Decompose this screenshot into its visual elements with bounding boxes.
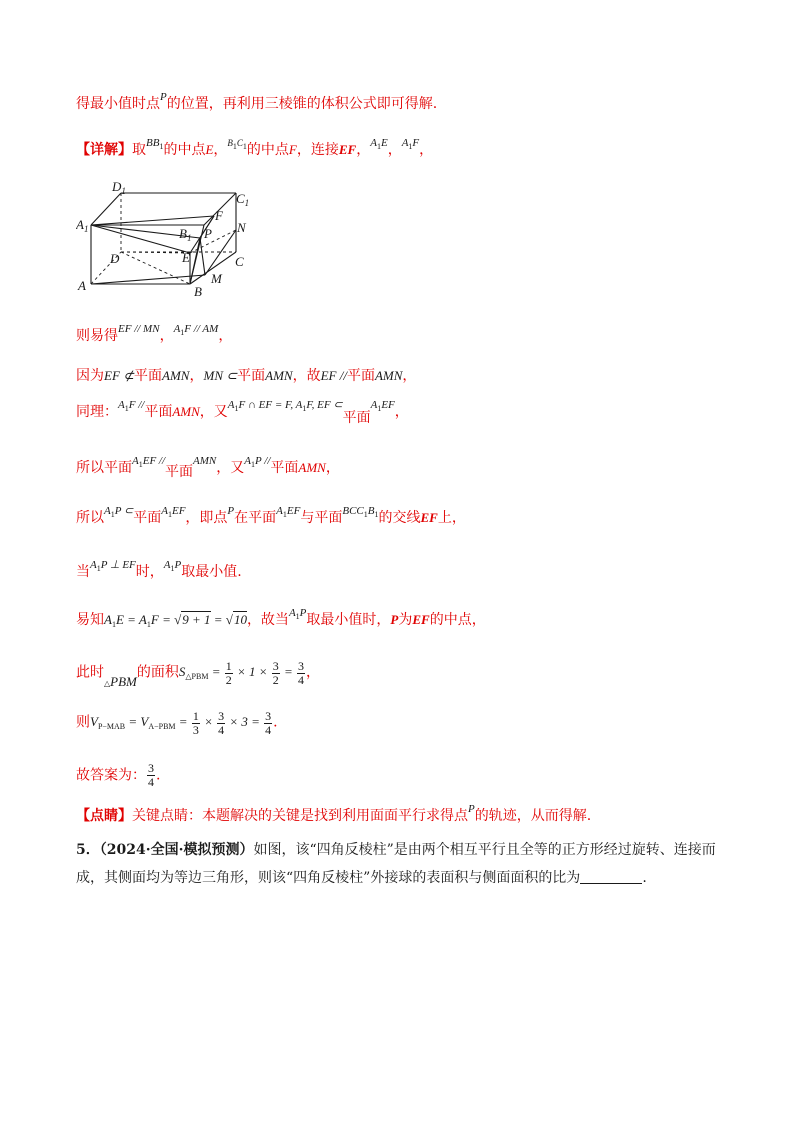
math-volume: $V_{P-MAB} = V_{A-PBM}$ = $\frac{1}{3}$ × $\frac{3}{4}$ × 3 = $\frac{3}{4}$ <box>90 709 272 737</box>
math: A1F ∩ EF = F, A1F, EF ⊂ <box>227 399 343 413</box>
text: 易知 <box>76 612 104 628</box>
math-var: AMN <box>298 460 326 475</box>
text: ，连接 <box>296 142 339 158</box>
text: 如图，该“四角反棱柱”是由两个相互平行且全等的正方形经过旋转、连接而 <box>253 842 716 858</box>
math-triangle: △PBM <box>104 674 137 690</box>
text: 的位置，再利用三棱锥的体积公式即可得解. <box>166 96 438 112</box>
math-var: P <box>390 612 399 627</box>
math: A1P ⊂ <box>104 505 134 519</box>
label-m: M <box>211 271 222 286</box>
math: A1EF <box>370 399 395 413</box>
text: 的中点 <box>246 142 289 158</box>
text: . <box>156 767 161 784</box>
text: 平面 <box>144 404 173 420</box>
solution-line-6 <box>76 455 340 483</box>
text: ，又 <box>199 404 228 420</box>
text: 所以平面 <box>76 460 132 476</box>
math: MN ⊂ <box>203 368 238 383</box>
math: AMN <box>374 368 403 383</box>
text: 得最小值时点 <box>76 96 160 112</box>
label-d: D <box>110 251 120 266</box>
text: 取最小值. <box>181 564 242 580</box>
math: A1F // <box>118 399 145 413</box>
question-5-line-1 <box>76 840 716 860</box>
math-area: $S_{\triangle PBM}$ = $\frac{1}{2}$ × 1 × $\frac{3}{2}$ = $\frac{3}{4}$ <box>178 659 305 687</box>
math: BCC1B1 <box>342 505 379 519</box>
text: 的面积 <box>136 664 179 681</box>
answer-blank[interactable] <box>580 869 642 884</box>
math-a1f: A1F <box>401 137 420 151</box>
text: ， <box>325 460 340 476</box>
question-number: 5． <box>76 842 100 858</box>
label-p: P <box>204 226 212 241</box>
math-var: P <box>468 803 475 815</box>
math-var: AMN <box>172 404 200 419</box>
comment-tag: 【点睛】 <box>76 808 132 824</box>
text: ，故当 <box>246 612 289 628</box>
text: ， <box>402 368 417 384</box>
text: 与平面 <box>300 510 343 526</box>
label-c: C <box>235 254 244 269</box>
text: ，又 <box>216 460 245 476</box>
math-var: F <box>288 142 297 157</box>
text: 则易得 <box>76 328 118 344</box>
math: A1P <box>288 607 307 621</box>
prism-figure <box>76 180 266 300</box>
text: ， <box>159 328 174 344</box>
text: ， <box>213 142 228 158</box>
solution-line-1 <box>76 91 438 115</box>
text: 平面 <box>165 464 194 480</box>
text: 的中点 <box>163 142 206 158</box>
label-n: N <box>237 220 246 235</box>
math-var: EF <box>420 510 438 525</box>
text: 平面 <box>134 368 163 384</box>
text: 平面 <box>342 410 371 426</box>
math: A1P // <box>244 455 271 469</box>
label-f: F <box>215 208 223 223</box>
math: AMN <box>162 368 190 383</box>
solution-line-8 <box>76 559 242 587</box>
text: 取 <box>132 142 146 158</box>
label-a1: $A_1$ <box>76 217 89 234</box>
text: 在平面 <box>234 510 277 526</box>
text: 平面 <box>237 368 266 384</box>
text: 则 <box>76 714 90 731</box>
text: ， <box>218 328 233 344</box>
text: ， <box>419 142 434 158</box>
math: A1F // AM <box>173 323 219 337</box>
label-b1: $B_1$ <box>179 226 192 243</box>
text: . <box>273 714 278 731</box>
text: ，故 <box>292 368 321 384</box>
math: AMN <box>265 368 293 383</box>
solution-line-13 <box>76 803 592 827</box>
text: ， <box>387 142 402 158</box>
text: 当 <box>76 564 90 580</box>
math: A1P <box>163 559 182 573</box>
solution-line-11 <box>76 710 278 737</box>
label-b: B <box>194 284 202 299</box>
label-e: E <box>182 250 190 265</box>
solution-line-2 <box>76 137 434 165</box>
text: 的交线 <box>378 510 421 526</box>
math-a1e: A1E <box>370 137 388 151</box>
text: 平面 <box>133 510 162 526</box>
text: 平面 <box>346 368 375 384</box>
math: A1EF // <box>132 455 166 469</box>
math: A1EF <box>276 505 301 519</box>
label-c1: $C_1$ <box>236 191 250 208</box>
text: 故答案为： <box>76 767 146 784</box>
text: ， <box>306 664 321 681</box>
solution-line-3 <box>76 323 233 351</box>
math-var: EF <box>412 612 430 627</box>
math-var: P <box>160 91 167 103</box>
solution-line-9 <box>76 607 486 635</box>
text: 关键点睛：本题解决的关键是找到利用面面平行求得点 <box>132 808 468 824</box>
text: 的中点， <box>429 612 486 628</box>
text: 此时 <box>76 664 104 681</box>
text: 为 <box>398 612 413 628</box>
math-var: P <box>227 505 235 517</box>
math: A1P ⊥ EF <box>90 559 136 573</box>
text: ，即点 <box>185 510 228 526</box>
math-var: EF <box>338 142 357 157</box>
question-source: （2024·全国·模拟预测） <box>99 842 254 858</box>
math-b1c1: B1C1 <box>227 138 247 151</box>
label-a: A <box>78 278 86 293</box>
text: 上， <box>437 510 466 526</box>
question-5-line-2 <box>76 868 647 888</box>
text: 的轨迹，从而得解. <box>474 808 592 824</box>
text: ， <box>189 368 204 384</box>
text: 同理： <box>76 404 118 420</box>
text: 所以 <box>76 510 104 526</box>
solution-line-10 <box>76 659 321 690</box>
solution-line-4 <box>76 366 416 386</box>
text: ， <box>356 142 371 158</box>
detail-tag: 【详解】 <box>76 142 132 158</box>
math-var: E <box>205 142 214 157</box>
text: ， <box>394 404 409 420</box>
math: AMN <box>193 455 217 467</box>
text: 时， <box>135 564 164 580</box>
text: 成，其侧面均为等边三角形，则该“四角反棱柱”外接球的表面积与侧面面积的比为 <box>76 870 581 886</box>
math: EF ⊄ <box>104 368 135 383</box>
math: EF // MN <box>118 323 160 335</box>
math: $A_1E = A_1F = √9 + 1 = √10$ <box>104 612 247 629</box>
math: A1EF <box>161 505 186 519</box>
text: . <box>642 870 647 886</box>
text: 取最小值时， <box>306 612 391 628</box>
math-bb1: BB1 <box>146 137 164 151</box>
text: 因为 <box>76 368 104 384</box>
label-d1: $D_1$ <box>112 180 126 196</box>
solution-line-12 <box>76 762 160 789</box>
text: 平面 <box>270 460 299 476</box>
solution-line-5 <box>76 399 409 427</box>
math: EF // <box>320 368 347 383</box>
answer-fraction: $\frac{3}{4}$ <box>148 761 154 789</box>
solution-line-7 <box>76 505 466 533</box>
